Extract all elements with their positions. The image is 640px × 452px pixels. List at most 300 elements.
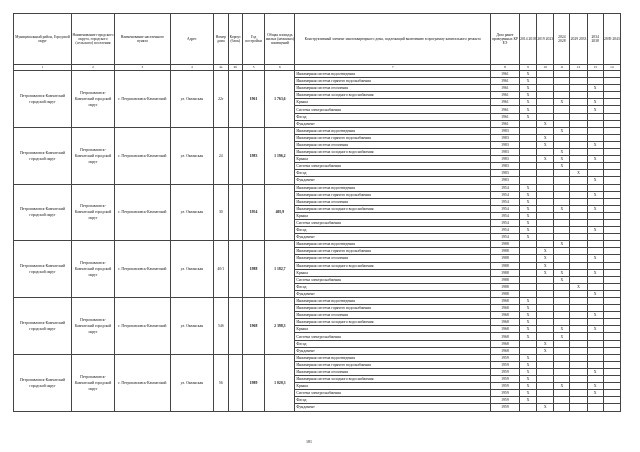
header-row: [14, 14, 621, 65]
period-mark: X: [519, 298, 536, 305]
area-cell: 1 182,7: [265, 241, 295, 298]
period-mark: X: [519, 361, 536, 368]
period-cell: [587, 184, 603, 191]
area-cell: 405,9: [265, 184, 295, 241]
period-cell: [603, 99, 620, 106]
period-cell: [570, 149, 587, 156]
period-cell: [570, 227, 587, 234]
last-repair-cell: 1968: [490, 319, 519, 326]
last-repair-cell: 1988: [490, 248, 519, 255]
column-number: 7: [295, 65, 491, 71]
period-cell: [570, 212, 587, 219]
last-repair-cell: 1968: [490, 298, 519, 305]
period-cell: [537, 298, 554, 305]
element-name-cell: Фасад: [295, 227, 491, 234]
element-name-cell: Система электроснабжения: [295, 219, 491, 226]
last-repair-cell: 1959: [490, 383, 519, 390]
last-repair-cell: 1968: [490, 333, 519, 340]
area-cell: 1 020,3: [265, 354, 295, 411]
period-cell: [587, 92, 603, 99]
last-repair-cell: 1959: [490, 354, 519, 361]
municipality-cell: Петропавловск-Камчатский городской округ: [14, 298, 72, 355]
period-cell: [519, 170, 536, 177]
period-mark: X: [519, 390, 536, 397]
period-mark: X: [519, 383, 536, 390]
period-cell: [570, 191, 587, 198]
capital-repair-table: [13, 13, 621, 412]
period-cell: [603, 305, 620, 312]
period-cell: [519, 290, 536, 297]
period-cell: [554, 262, 570, 269]
period-mark: X: [537, 156, 554, 163]
period-cell: [587, 113, 603, 120]
last-repair-cell: 1968: [490, 312, 519, 319]
element-name-cell: Инженерная система холодного водоснабжения: [295, 149, 491, 156]
last-repair-cell: 1954: [490, 198, 519, 205]
period-mark: X: [537, 340, 554, 347]
period-cell: [554, 184, 570, 191]
period-mark: X: [587, 205, 603, 212]
period-cell: [587, 234, 603, 241]
period-cell: [570, 312, 587, 319]
element-name-cell: Крыша: [295, 269, 491, 276]
period-cell: [570, 248, 587, 255]
period-cell: [554, 198, 570, 205]
period-cell: [519, 255, 536, 262]
header-period: 2024 2028: [554, 14, 570, 65]
period-cell: [519, 134, 536, 141]
period-mark: X: [519, 333, 536, 340]
period-cell: [537, 212, 554, 219]
period-cell: [537, 361, 554, 368]
period-cell: [554, 78, 570, 85]
period-cell: [570, 390, 587, 397]
period-cell: [570, 71, 587, 78]
element-name-cell: Фасад: [295, 340, 491, 347]
period-cell: [537, 397, 554, 404]
period-mark: X: [554, 333, 570, 340]
element-name-cell: Крыша: [295, 212, 491, 219]
last-repair-cell: 1968: [490, 305, 519, 312]
period-cell: [603, 361, 620, 368]
period-cell: [519, 141, 536, 148]
period-mark: X: [519, 113, 536, 120]
element-name-cell: Инженерная система горячего водоснабжения: [295, 248, 491, 255]
element-name-cell: Инженерная система отопления: [295, 255, 491, 262]
locality-cell: г. Петропавловск-Камчатский: [114, 71, 170, 128]
period-cell: [587, 361, 603, 368]
period-cell: [537, 390, 554, 397]
element-name-cell: Фасад: [295, 113, 491, 120]
element-name-cell: Инженерная система холодного водоснабжения: [295, 92, 491, 99]
period-cell: [603, 312, 620, 319]
period-cell: [603, 290, 620, 297]
element-name-cell: Инженерная система водоотведения: [295, 354, 491, 361]
period-cell: [537, 78, 554, 85]
column-number: 11: [554, 65, 570, 71]
period-mark: X: [519, 234, 536, 241]
period-cell: [570, 205, 587, 212]
period-mark: X: [587, 85, 603, 92]
last-repair-cell: 1988: [490, 269, 519, 276]
column-number: 2: [72, 65, 115, 71]
period-cell: [537, 92, 554, 99]
period-cell: [519, 269, 536, 276]
period-cell: [603, 113, 620, 120]
period-mark: X: [554, 269, 570, 276]
period-cell: [537, 170, 554, 177]
period-cell: [603, 227, 620, 234]
period-cell: [587, 347, 603, 354]
last-repair-cell: 1983: [490, 163, 519, 170]
period-cell: [554, 376, 570, 383]
period-cell: [603, 149, 620, 156]
period-cell: [554, 283, 570, 290]
period-cell: [587, 120, 603, 127]
element-name-cell: Инженерная система отопления: [295, 85, 491, 92]
period-mark: X: [587, 269, 603, 276]
year-built-cell: 1989: [242, 354, 265, 411]
period-cell: [570, 340, 587, 347]
period-cell: [570, 177, 587, 184]
period-cell: [537, 113, 554, 120]
period-cell: [537, 333, 554, 340]
address-cell: ул. Океанская: [170, 354, 213, 411]
last-repair-cell: 1954: [490, 219, 519, 226]
last-repair-cell: 1961: [490, 71, 519, 78]
last-repair-cell: 1988: [490, 255, 519, 262]
element-name-cell: Фундамент: [295, 290, 491, 297]
table-row: [14, 184, 621, 191]
period-mark: X: [519, 106, 536, 113]
last-repair-cell: 1988: [490, 276, 519, 283]
building-cell: [228, 298, 242, 355]
period-cell: [570, 383, 587, 390]
period-cell: [603, 85, 620, 92]
element-name-cell: Крыша: [295, 383, 491, 390]
period-cell: [587, 127, 603, 134]
period-cell: [537, 383, 554, 390]
period-cell: [570, 92, 587, 99]
period-mark: X: [587, 227, 603, 234]
period-cell: [570, 198, 587, 205]
period-cell: [554, 319, 570, 326]
period-cell: [554, 212, 570, 219]
period-mark: X: [519, 354, 536, 361]
header-building: Корпус (блок): [228, 14, 242, 65]
municipality-cell: Петропавловск-Камчатский городской округ: [14, 71, 72, 128]
element-name-cell: Фасад: [295, 397, 491, 404]
period-cell: [519, 283, 536, 290]
settlement-cell: Петропавловск-Камчатский городской округ: [72, 71, 115, 128]
period-cell: [603, 212, 620, 219]
element-name-cell: Инженерная система холодного водоснабжения: [295, 262, 491, 269]
table-row: [14, 354, 621, 361]
column-number: 12: [570, 65, 587, 71]
period-mark: X: [537, 120, 554, 127]
element-name-cell: Инженерная система водоотведения: [295, 241, 491, 248]
element-name-cell: Фасад: [295, 283, 491, 290]
last-repair-cell: 1983: [490, 156, 519, 163]
period-cell: [570, 78, 587, 85]
period-cell: [554, 354, 570, 361]
settlement-cell: Петропавловск-Камчатский городской округ: [72, 127, 115, 184]
period-cell: [587, 340, 603, 347]
element-name-cell: Инженерная система отопления: [295, 198, 491, 205]
period-cell: [554, 85, 570, 92]
last-repair-cell: 1954: [490, 184, 519, 191]
period-cell: [587, 319, 603, 326]
table-row: [14, 71, 621, 78]
element-name-cell: Инженерная система водоотведения: [295, 184, 491, 191]
period-cell: [537, 149, 554, 156]
period-cell: [587, 283, 603, 290]
element-name-cell: Система электроснабжения: [295, 276, 491, 283]
period-cell: [570, 163, 587, 170]
period-mark: X: [519, 219, 536, 226]
period-mark: X: [587, 368, 603, 375]
element-name-cell: Фундамент: [295, 120, 491, 127]
period-mark: X: [554, 99, 570, 106]
element-name-cell: Инженерная система отопления: [295, 368, 491, 375]
element-name-cell: Инженерная система холодного водоснабжения: [295, 376, 491, 383]
address-cell: ул. Океанская: [170, 298, 213, 355]
period-cell: [603, 92, 620, 99]
period-cell: [537, 99, 554, 106]
area-cell: 1 196,2: [265, 127, 295, 184]
period-cell: [587, 134, 603, 141]
period-cell: [554, 312, 570, 319]
period-cell: [554, 347, 570, 354]
period-cell: [537, 85, 554, 92]
period-mark: X: [519, 71, 536, 78]
period-cell: [554, 248, 570, 255]
period-cell: [603, 234, 620, 241]
period-mark: X: [519, 191, 536, 198]
house-number-cell: 40/1: [213, 241, 228, 298]
period-cell: [554, 340, 570, 347]
period-cell: [554, 106, 570, 113]
period-mark: X: [519, 184, 536, 191]
last-repair-cell: 1959: [490, 376, 519, 383]
column-number: 8: [490, 65, 519, 71]
period-mark: X: [537, 141, 554, 148]
period-cell: [570, 361, 587, 368]
period-cell: [570, 404, 587, 411]
period-cell: [537, 71, 554, 78]
period-cell: [587, 354, 603, 361]
last-repair-cell: 1961: [490, 85, 519, 92]
locality-cell: г. Петропавловск-Камчатский: [114, 184, 170, 241]
period-cell: [570, 298, 587, 305]
period-mark: X: [519, 326, 536, 333]
period-cell: [554, 404, 570, 411]
period-cell: [603, 326, 620, 333]
element-name-cell: Инженерная система отопления: [295, 312, 491, 319]
period-mark: X: [587, 106, 603, 113]
last-repair-cell: 1954: [490, 205, 519, 212]
period-cell: [603, 340, 620, 347]
period-cell: [603, 127, 620, 134]
period-cell: [554, 92, 570, 99]
period-mark: X: [519, 312, 536, 319]
period-cell: [554, 290, 570, 297]
element-name-cell: Инженерная система холодного водоснабжения: [295, 205, 491, 212]
period-mark: X: [570, 283, 587, 290]
period-cell: [519, 248, 536, 255]
period-cell: [587, 78, 603, 85]
period-cell: [554, 305, 570, 312]
house-number-cell: 30: [213, 184, 228, 241]
column-number: 9: [519, 65, 536, 71]
period-cell: [537, 163, 554, 170]
column-number: 1: [14, 65, 72, 71]
period-mark: X: [519, 376, 536, 383]
house-number-cell: 54б: [213, 298, 228, 355]
period-cell: [570, 120, 587, 127]
period-cell: [587, 276, 603, 283]
period-cell: [570, 219, 587, 226]
period-mark: X: [519, 368, 536, 375]
period-cell: [537, 191, 554, 198]
last-repair-cell: 1961: [490, 106, 519, 113]
period-mark: X: [587, 255, 603, 262]
period-cell: [570, 276, 587, 283]
period-cell: [570, 305, 587, 312]
period-cell: [587, 241, 603, 248]
period-cell: [603, 156, 620, 163]
area-cell: 1 763,6: [265, 71, 295, 128]
locality-cell: г. Петропавловск-Камчатский: [114, 354, 170, 411]
period-cell: [519, 340, 536, 347]
last-repair-cell: 1988: [490, 262, 519, 269]
period-cell: [603, 404, 620, 411]
period-cell: [554, 397, 570, 404]
element-name-cell: Инженерная система водоотведения: [295, 127, 491, 134]
period-cell: [587, 212, 603, 219]
period-mark: X: [519, 397, 536, 404]
column-number: 4б: [228, 65, 242, 71]
period-cell: [603, 141, 620, 148]
period-cell: [570, 234, 587, 241]
element-name-cell: Фундамент: [295, 177, 491, 184]
period-cell: [570, 347, 587, 354]
house-number-cell: 24: [213, 127, 228, 184]
column-number: 13: [587, 65, 603, 71]
period-cell: [570, 184, 587, 191]
period-mark: X: [537, 255, 554, 262]
period-cell: [570, 397, 587, 404]
period-mark: X: [519, 212, 536, 219]
period-mark: X: [587, 99, 603, 106]
period-cell: [587, 163, 603, 170]
period-mark: X: [587, 177, 603, 184]
header-period: 2039 2043: [603, 14, 620, 65]
period-cell: [603, 205, 620, 212]
period-cell: [603, 376, 620, 383]
settlement-cell: Петропавловск-Камчатский городской округ: [72, 298, 115, 355]
element-name-cell: Инженерная система горячего водоснабжения: [295, 134, 491, 141]
last-repair-cell: 1983: [490, 170, 519, 177]
element-name-cell: Инженерная система горячего водоснабжения: [295, 78, 491, 85]
period-cell: [587, 262, 603, 269]
last-repair-cell: 1959: [490, 368, 519, 375]
last-repair-cell: 1983: [490, 177, 519, 184]
element-name-cell: Инженерная система холодного водоснабжения: [295, 319, 491, 326]
period-cell: [587, 170, 603, 177]
building-cell: [228, 71, 242, 128]
period-mark: X: [587, 383, 603, 390]
settlement-cell: Петропавловск-Камчатский городской округ: [72, 241, 115, 298]
period-cell: [537, 312, 554, 319]
period-cell: [603, 347, 620, 354]
period-cell: [570, 319, 587, 326]
period-cell: [587, 333, 603, 340]
period-mark: X: [519, 205, 536, 212]
column-number: 5: [242, 65, 265, 71]
period-mark: X: [554, 241, 570, 248]
period-cell: [603, 368, 620, 375]
period-cell: [570, 326, 587, 333]
period-cell: [554, 227, 570, 234]
column-number: 4а: [213, 65, 228, 71]
header-municipality: Муниципальный район, Городской округ: [14, 14, 72, 65]
period-cell: [587, 376, 603, 383]
last-repair-cell: 1954: [490, 234, 519, 241]
period-mark: X: [537, 262, 554, 269]
period-mark: X: [570, 170, 587, 177]
period-cell: [537, 354, 554, 361]
period-mark: X: [587, 326, 603, 333]
header-element: Конструктивный элемент многоквартирного дома, подлежащий включению в программу капитального ремонта: [295, 14, 491, 65]
address-cell: ул. Океанская: [170, 71, 213, 128]
municipality-cell: Петропавловск-Камчатский городской округ: [14, 127, 72, 184]
period-cell: [570, 255, 587, 262]
period-cell: [537, 326, 554, 333]
period-cell: [603, 241, 620, 248]
period-cell: [603, 269, 620, 276]
period-mark: X: [519, 319, 536, 326]
last-repair-cell: 1954: [490, 212, 519, 219]
year-built-cell: 1968: [242, 298, 265, 355]
period-cell: [537, 177, 554, 184]
period-cell: [554, 113, 570, 120]
period-cell: [537, 319, 554, 326]
period-cell: [554, 298, 570, 305]
last-repair-cell: 1968: [490, 326, 519, 333]
period-cell: [537, 198, 554, 205]
period-mark: X: [519, 227, 536, 234]
period-cell: [570, 99, 587, 106]
period-mark: X: [537, 347, 554, 354]
table-row: [14, 241, 621, 248]
period-cell: [603, 298, 620, 305]
column-number: 10: [537, 65, 554, 71]
period-cell: [519, 149, 536, 156]
period-cell: [519, 177, 536, 184]
element-name-cell: Фундамент: [295, 404, 491, 411]
element-name-cell: Система электроснабжения: [295, 163, 491, 170]
period-cell: [570, 376, 587, 383]
element-name-cell: Инженерная система горячего водоснабжения: [295, 191, 491, 198]
period-cell: [554, 120, 570, 127]
period-cell: [519, 163, 536, 170]
header-settlement: Наименование городского округа, городского (сельского) поселения: [72, 14, 115, 65]
last-repair-cell: 1954: [490, 191, 519, 198]
page-number: 181: [306, 439, 312, 444]
year-built-cell: 1954: [242, 184, 265, 241]
element-name-cell: Инженерная система горячего водоснабжения: [295, 361, 491, 368]
